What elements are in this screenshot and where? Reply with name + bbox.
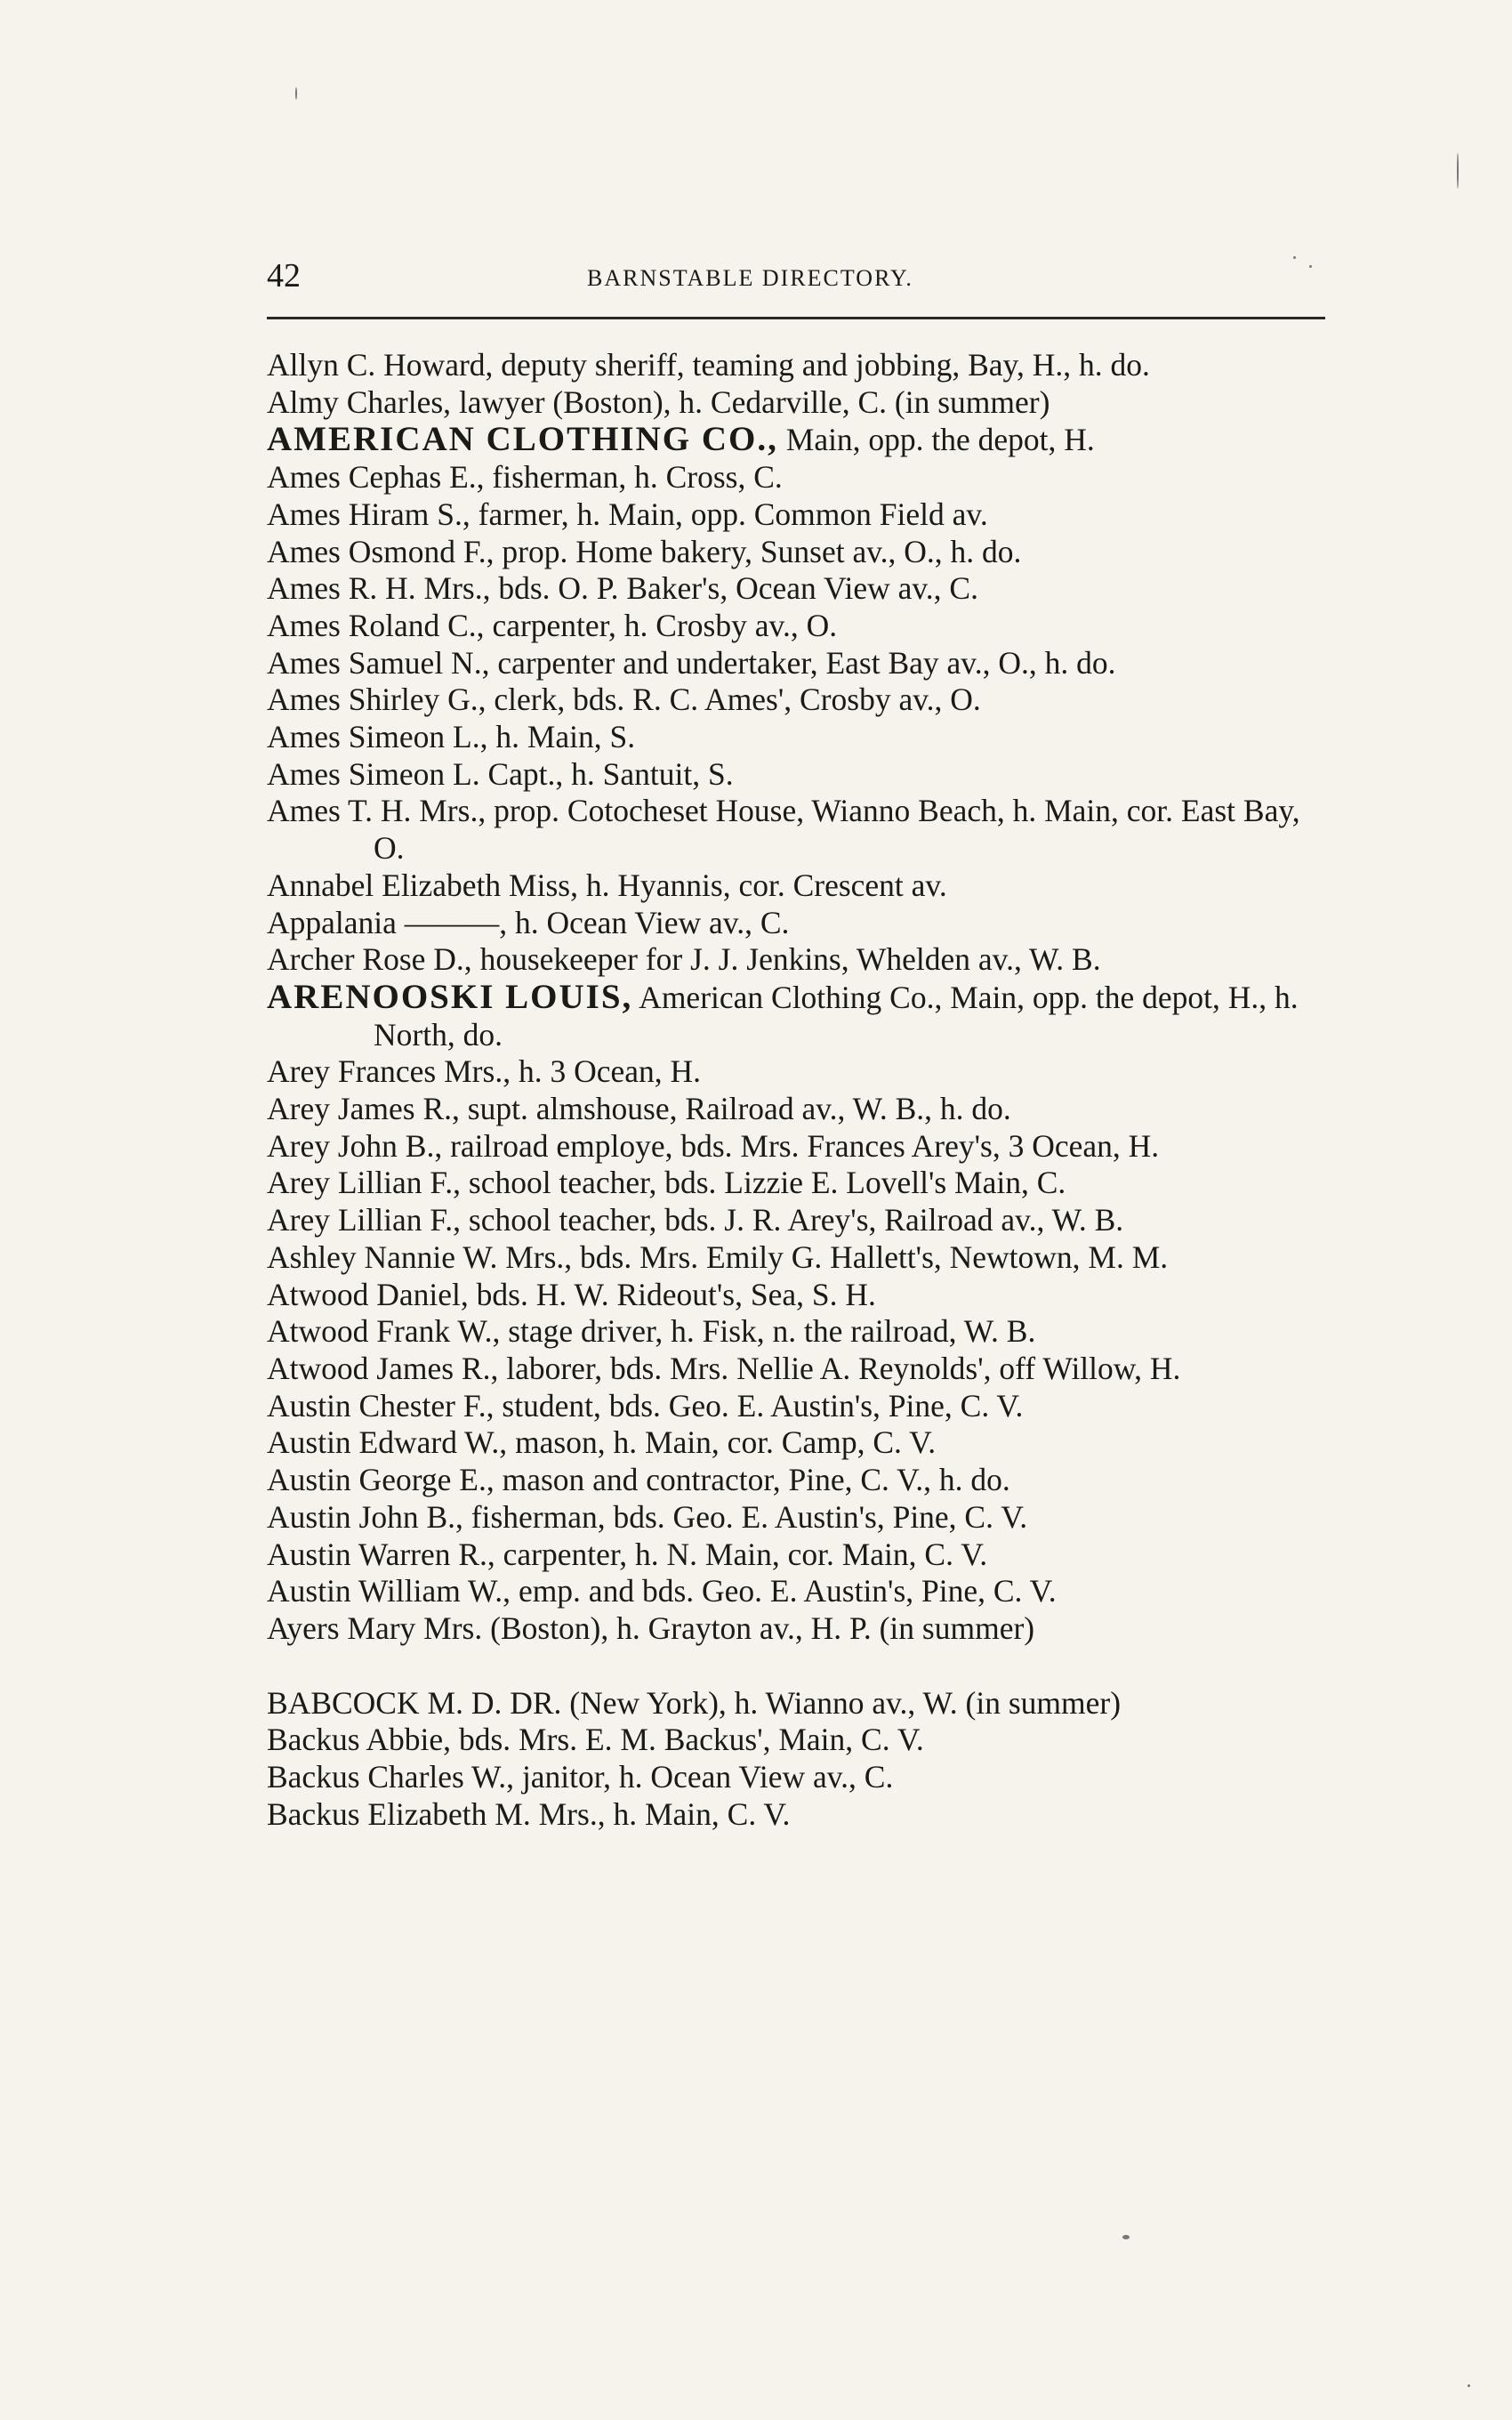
entry-name: Arey Lillian F., [267, 1202, 462, 1238]
page-number: 42 [267, 257, 301, 294]
entry-name: Arey Lillian F., [267, 1165, 462, 1201]
entry-details: stage driver, h. Fisk, n. the railroad, W. B. [500, 1313, 1036, 1350]
entry-details: deputy sheriff, teaming and jobbing, Bay, H., h. do. [493, 347, 1150, 383]
directory-entry [267, 979, 1334, 1053]
entry-name: Atwood James R., [267, 1350, 499, 1386]
directory-entry [267, 793, 1334, 867]
entry-name: Ayers Mary Mrs. [267, 1609, 483, 1646]
directory-entry [267, 756, 1334, 794]
entry-details: mason and contractor, Pine, C. V., h. do. [494, 1462, 1010, 1498]
entry-details: h. 3 Ocean, H. [511, 1053, 701, 1090]
entry-details: h. Ocean View av., C. [507, 904, 790, 940]
directory-entry [267, 608, 1334, 645]
directory-entry [267, 384, 1334, 422]
entry-name: Austin Warren R., [267, 1536, 495, 1572]
entry-name: Austin John B., [267, 1498, 463, 1535]
entry-name: Ames R. H. Mrs., [267, 570, 491, 607]
entry-name: Arey John B., [267, 1127, 443, 1164]
entry-details: bds. H. W. Rideout's, Sea, S. H. [468, 1276, 876, 1312]
entry-name: Appalania ———, [267, 904, 508, 940]
entry-name: Ames Osmond F., [267, 533, 495, 569]
directory-entry [267, 905, 1334, 942]
entry-name: Austin William W., [267, 1573, 511, 1609]
entry-name: Ames Roland C., [267, 607, 485, 643]
entry-name: Austin Edward W., [267, 1424, 508, 1461]
directory-entry [267, 719, 1334, 756]
directory-entry [267, 1128, 1334, 1166]
entry-details: carpenter and undertaker, East Bay av., O., h. do. [489, 644, 1116, 681]
directory-entry [267, 682, 1334, 719]
entry-details: farmer, h. Main, opp. Common Field av. [470, 496, 988, 532]
entry-details: emp. and bds. Geo. E. Austin's, Pine, C. V. [511, 1573, 1057, 1609]
directory-entry [267, 570, 1334, 608]
directory-entry [267, 1685, 1334, 1722]
entry-name: Ames T. H. Mrs., [267, 793, 487, 829]
entry-name: Ames Samuel N., [267, 644, 490, 681]
page-header [267, 256, 1325, 295]
entry-details: (New York), h. Wianno av., W. (in summer) [561, 1684, 1122, 1721]
directory-entry [267, 459, 1334, 496]
entry-details: clerk, bds. R. C. Ames', Crosby av., O. [486, 682, 981, 718]
entry-details: carpenter, h. N. Main, cor. Main, C. V. [495, 1536, 988, 1572]
directory-entry [267, 496, 1334, 534]
entry-details: h. Santuit, S. [563, 755, 734, 792]
directory-entry [267, 1610, 1334, 1648]
entry-details: bds. Mrs. E. M. Backus', Main, C. V. [451, 1722, 924, 1758]
entry-details: housekeeper for J. J. Jenkins, Whelden av., W. B. [471, 941, 1101, 978]
directory-entry [267, 1722, 1334, 1759]
directory-entry [267, 1091, 1334, 1128]
entry-name: Ames Simeon L., [267, 719, 488, 755]
entry-details: school teacher, bds. J. R. Arey's, Railroad av., W. B. [461, 1202, 1124, 1238]
directory-entry [267, 347, 1334, 384]
entry-name: Ames Cephas E., [267, 459, 485, 496]
entry-name: Ames Hiram S., [267, 496, 470, 532]
entry-name: ARENOOSKI LOUIS, [267, 977, 633, 1016]
directory-entry [267, 1313, 1334, 1351]
directory-entry [267, 1462, 1334, 1499]
entry-name: Austin George E., [267, 1462, 495, 1498]
header-rule [267, 317, 1325, 319]
directory-entry [267, 867, 1334, 905]
directory-entry [267, 1424, 1334, 1462]
directory-entry [267, 534, 1334, 571]
entry-details: (Boston), h. Grayton av., H. P. (in summer) [482, 1609, 1035, 1646]
entry-name: Allyn C. Howard, [267, 347, 494, 383]
entry-details: janitor, h. Ocean View av., C. [514, 1759, 894, 1795]
entry-name: Atwood Daniel, [267, 1276, 469, 1312]
directory-entry [267, 1277, 1334, 1314]
running-title: BARNSTABLE DIRECTORY. [587, 265, 913, 291]
entry-name: Ames Shirley G., [267, 682, 487, 718]
entry-details: laborer, bds. Mrs. Nellie A. Reynolds', off Willow, H. [498, 1350, 1181, 1386]
directory-entry [267, 1796, 1334, 1834]
entry-details: prop. Cotocheset House, Wianno Beach, h. Main, cor. East Bay, O. [374, 793, 1300, 867]
directory-entry [267, 1573, 1334, 1610]
entry-name: Arey Frances Mrs., [267, 1053, 511, 1090]
entry-name: Backus Elizabeth M. Mrs., [267, 1795, 606, 1832]
entry-details: railroad employe, bds. Mrs. Frances Arey's, 3 Ocean, H. [442, 1127, 1160, 1164]
directory-entries [267, 347, 1334, 1833]
entry-name: BABCOCK M. D. DR. [267, 1684, 562, 1721]
directory-entry [267, 1499, 1334, 1537]
entry-details: supt. almshouse, Railroad av., W. B., h. do. [459, 1091, 1011, 1127]
entry-name: AMERICAN CLOTHING CO., [267, 420, 778, 459]
entry-name: Atwood Frank W., [267, 1313, 501, 1350]
directory-entry [267, 1239, 1334, 1277]
entry-name: Backus Charles W., [267, 1759, 515, 1795]
entry-details: student, bds. Geo. E. Austin's, Pine, C. V. [494, 1387, 1024, 1424]
entry-name: Almy Charles, [267, 383, 452, 420]
directory-entry [267, 1351, 1334, 1388]
entry-name: Arey James R., [267, 1091, 460, 1127]
directory-entry [267, 1165, 1334, 1202]
entry-details: carpenter, h. Crosby av., O. [484, 607, 838, 643]
directory-entry [267, 421, 1334, 459]
directory-entry [267, 1388, 1334, 1425]
entry-name: Backus Abbie, [267, 1722, 452, 1758]
directory-entry [267, 1759, 1334, 1796]
directory-entry [267, 645, 1334, 682]
section-gap [267, 1648, 1334, 1685]
entry-details: h. Main, S. [487, 719, 636, 755]
entry-name: Ashley Nannie W. Mrs., [267, 1238, 573, 1275]
directory-entry [267, 1537, 1334, 1574]
entry-details: prop. Home bakery, Sunset av., O., h. do. [494, 533, 1022, 569]
entry-details: school teacher, bds. Lizzie E. Lovell's Main, C. [461, 1165, 1066, 1201]
entry-details: fisherman, bds. Geo. E. Austin's, Pine, C. V. [462, 1498, 1028, 1535]
entry-details: h. Main, C. V. [605, 1795, 791, 1832]
entry-details: American Clothing Co., Main, opp. the depot, H., h. North, do. [374, 979, 1299, 1053]
directory-entry [267, 1053, 1334, 1091]
directory-entry [267, 941, 1334, 979]
entry-details: Main, opp. the depot, H. [777, 422, 1095, 458]
entry-name: Austin Chester F., [267, 1387, 495, 1424]
entry-details: mason, h. Main, cor. Camp, C. V. [507, 1424, 937, 1461]
entry-name: Annabel Elizabeth Miss, [267, 867, 578, 903]
directory-entry [267, 1202, 1334, 1239]
entry-name: Ames Simeon L. Capt., [267, 755, 564, 792]
entry-details: lawyer (Boston), h. Cedarville, C. (in summer) [451, 383, 1050, 420]
entry-details: bds. O. P. Baker's, Ocean View av., C. [490, 570, 978, 607]
entry-name: Archer Rose D., [267, 941, 472, 978]
entry-details: bds. Mrs. Emily G. Hallett's, Newtown, M. M. [572, 1238, 1169, 1275]
entry-details: h. Hyannis, cor. Crescent av. [578, 867, 947, 903]
entry-details: fisherman, h. Cross, C. [484, 459, 783, 496]
